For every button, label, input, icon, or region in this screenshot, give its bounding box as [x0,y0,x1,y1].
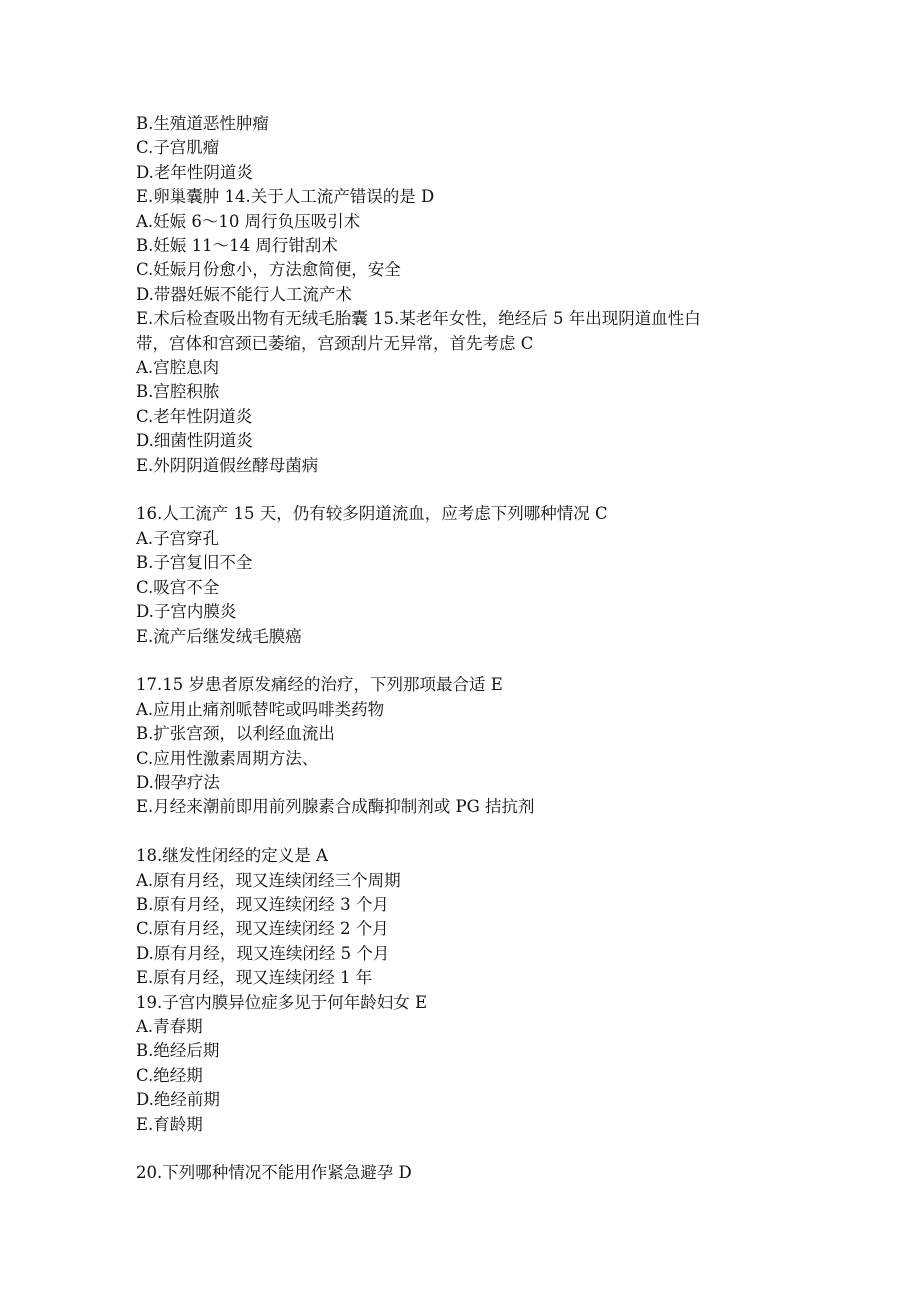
text-line: C.子宫肌瘤 [136,138,220,158]
text-line: B.子宫复旧不全 [136,553,253,573]
paragraph-gap [136,1137,786,1161]
text-line: B.绝经后期 [136,1041,220,1061]
document-body [136,112,786,1186]
text-line: A.青春期 [136,1016,203,1036]
text-line: D.细菌性阴道炎 [136,431,253,451]
text-line: 20.下列哪种情况不能用作紧急避孕 D [136,1163,412,1183]
question-block [136,673,786,819]
question-block [136,844,786,1137]
question-block [136,112,786,478]
text-line: C.老年性阴道炎 [136,406,253,426]
paragraph-gap [136,649,786,673]
text-line: B.原有月经，现又连续闭经 3 个月 [136,894,389,914]
text-line: A.原有月经，现又连续闭经三个周期 [136,870,401,890]
text-line: A.妊娠 6～10 周行负压吸引术 [136,211,361,231]
text-line: C.绝经期 [136,1065,203,1085]
text-line: C.吸宫不全 [136,577,220,597]
text-line: A.子宫穿孔 [136,528,220,548]
question-block [136,502,786,648]
text-line: 16.人工流产 15 天，仍有较多阴道流血，应考虑下列哪种情况 C [136,504,608,524]
text-line: D.假孕疗法 [136,772,220,792]
text-line: B.生殖道恶性肿瘤 [136,114,269,133]
text-line: B.宫腔积脓 [136,382,220,402]
text-line: E.原有月经，现又连续闭经 1 年 [136,968,373,988]
text-line: E.月经来潮前即用前列腺素合成酶抑制剂或 PG 拮抗剂 [136,797,535,817]
text-line: D.绝经前期 [136,1090,220,1110]
text-line: E.外阴阴道假丝酵母菌病 [136,455,319,475]
text-line: D.带器妊娠不能行人工流产术 [136,284,352,304]
text-line: 19.子宫内膜异位症多见于何年龄妇女 E [136,992,428,1012]
text-line: 18.继发性闭经的定义是 A [136,846,328,866]
text-line: C.妊娠月份愈小，方法愈简便，安全 [136,260,401,280]
text-line: D.老年性阴道炎 [136,162,253,182]
text-line: D.原有月经，现又连续闭经 5 个月 [136,943,390,963]
text-line: E.流产后继发绒毛膜癌 [136,626,302,646]
text-line: E.卵巢囊肿 14.关于人工流产错误的是 D [136,187,435,207]
text-line: E.育龄期 [136,1114,203,1134]
question-block [136,1161,786,1185]
text-line: A.宫腔息肉 [136,358,220,378]
text-line: 带，宫体和宫颈已萎缩，宫颈刮片无异常，首先考虑 C [136,333,534,353]
text-line: 17.15 岁患者原发痛经的治疗，下列那项最合适 E [136,675,503,695]
text-line: C.原有月经，现又连续闭经 2 个月 [136,919,389,939]
paragraph-gap [136,820,786,844]
text-line: D.子宫内膜炎 [136,602,237,622]
text-line: E.术后检查吸出物有无绒毛胎囊 15.某老年女性，绝经后 5 年出现阴道血性白 [136,309,701,329]
text-line: C.应用性激素周期方法、 [136,748,319,768]
paragraph-gap [136,478,786,502]
text-line: B.扩张宫颈，以利经血流出 [136,724,335,744]
text-line: B.妊娠 11～14 周行钳刮术 [136,236,338,256]
text-line: A.应用止痛剂哌替咤或吗啡类药物 [136,699,385,719]
